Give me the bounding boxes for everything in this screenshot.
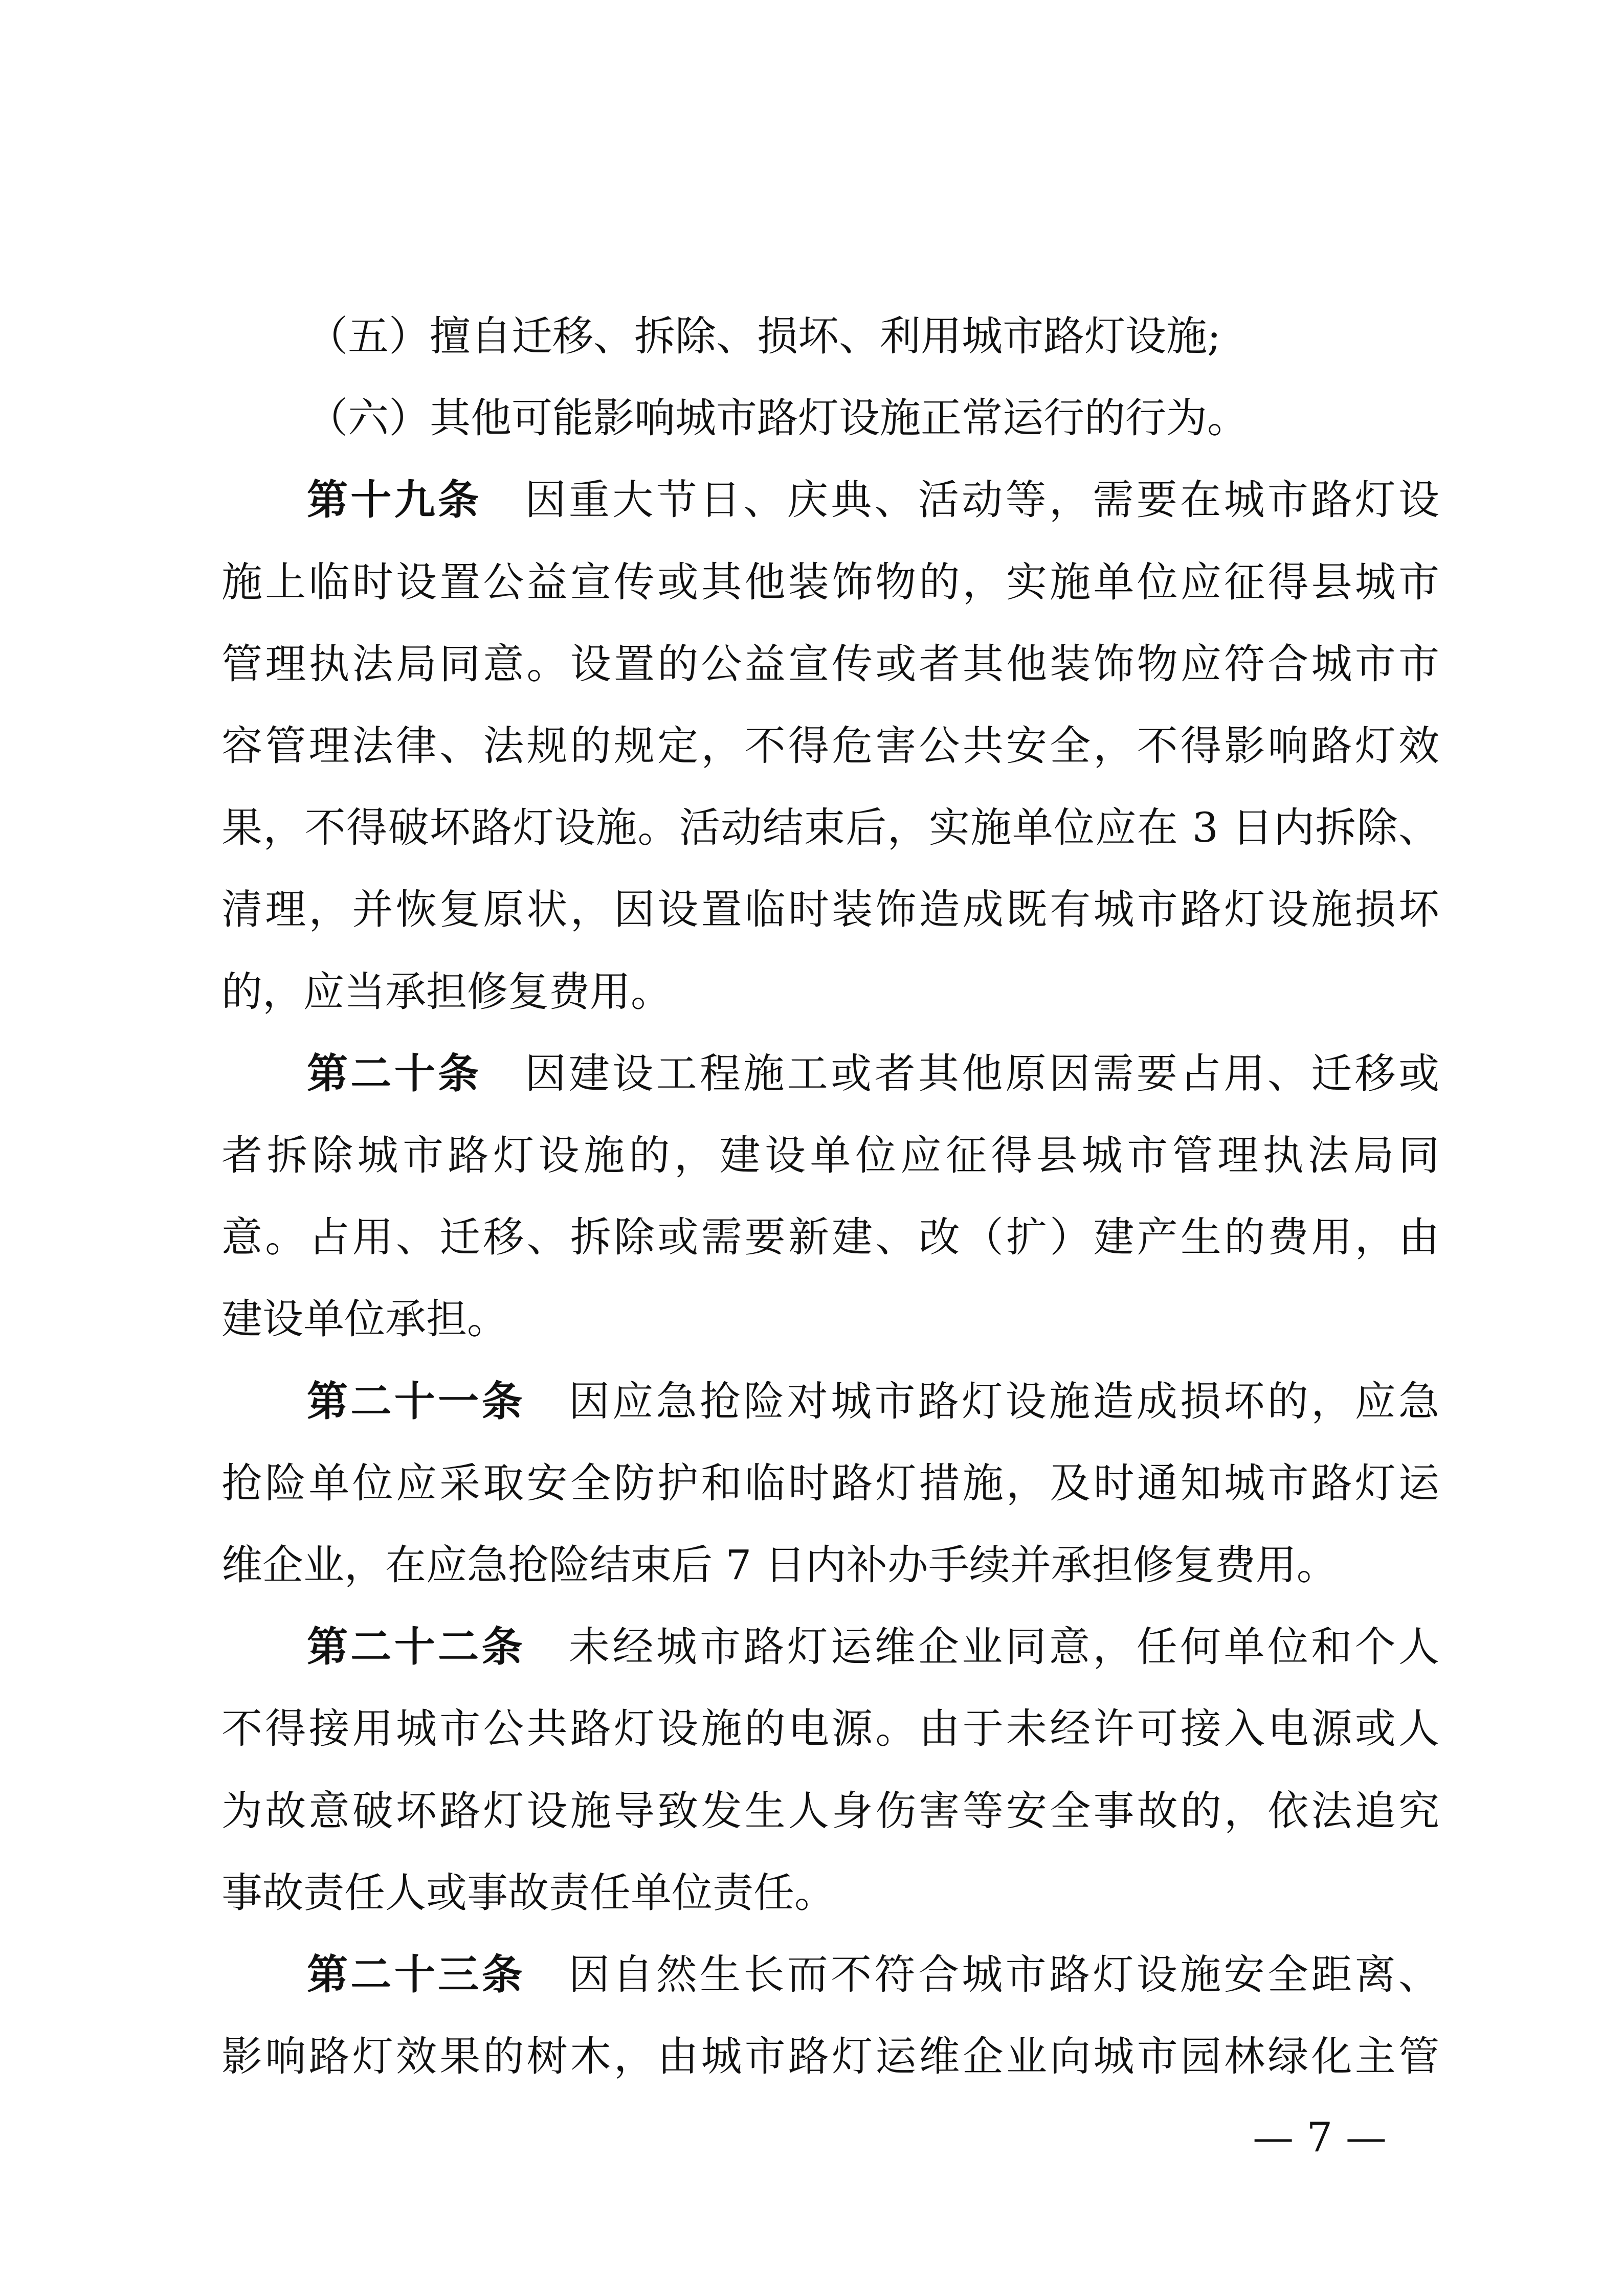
- article-heading: 第二十二条: [307, 1623, 525, 1671]
- article-heading: 第二十条: [307, 1049, 482, 1097]
- line-text: 因建设工程施工或者其他原因需要占用、迁移或: [525, 1049, 1439, 1097]
- text-line: [221, 787, 1439, 869]
- text-line: [221, 1115, 1439, 1197]
- text-line: [221, 1688, 1439, 1770]
- line-text: 意。占用、迁移、拆除或需要新建、改（扩）建产生的费用，由: [221, 1213, 1439, 1262]
- text-line: [221, 951, 1439, 1033]
- text-line: [221, 1197, 1439, 1278]
- line-text: 因应急抢险对城市路灯设施造成损坏的，应急: [568, 1377, 1439, 1425]
- line-text: 的，应当承担修复费用。: [221, 967, 672, 1016]
- article-heading: 第十九条: [307, 476, 482, 524]
- text-line: [221, 869, 1439, 951]
- text-line: [221, 1443, 1439, 1524]
- line-text: 者拆除城市路灯设施的，建设单位应征得县城市管理执法局同: [221, 1132, 1439, 1179]
- text-line: [221, 542, 1439, 623]
- line-text: 因自然生长而不符合城市路灯设施安全距离、: [568, 1951, 1439, 1998]
- text-line: [221, 1524, 1439, 1606]
- text-line: [221, 623, 1439, 705]
- line-text: 管理执法局同意。设置的公益宣传或者其他装饰物应符合城市市: [221, 640, 1439, 688]
- line-text: 不得接用城市公共路灯设施的电源。由于未经许可接入电源或人: [221, 1705, 1439, 1753]
- text-line: [307, 377, 1439, 459]
- line-text: （五）擅自迁移、拆除、损坏、利用城市路灯设施;: [307, 312, 1221, 360]
- line-text: 维企业，在应急抢险结束后 7 日内补办手续并承担修复费用。: [221, 1541, 1338, 1589]
- line-text: 施上临时设置公益宣传或其他装饰物的，实施单位应征得县城市: [221, 558, 1439, 606]
- line-text: 抢险单位应采取安全防护和临时路灯措施，及时通知城市路灯运: [221, 1459, 1439, 1507]
- text-line: [221, 2016, 1439, 2098]
- text-line: [307, 459, 1439, 541]
- text-line: [307, 1934, 1439, 2016]
- text-line: [221, 1852, 1439, 1934]
- article-heading: 第二十三条: [307, 1951, 525, 1998]
- text-line: [221, 1278, 1439, 1360]
- line-text: 为故意破坏路灯设施导致发生人身伤害等安全事故的，依法追究: [221, 1787, 1439, 1835]
- line-text: 容管理法律、法规的规定，不得危害公共安全，不得影响路灯效: [221, 722, 1439, 770]
- line-text: 影响路灯效果的树木，由城市路灯运维企业向城市园林绿化主管: [221, 2033, 1439, 2081]
- line-text: 果，不得破坏路灯设施。活动结束后，实施单位应在 3 日内拆除、: [221, 804, 1439, 852]
- text-line: [307, 296, 1439, 377]
- text-line: [221, 1770, 1439, 1852]
- line-text: 清理，并恢复原状，因设置临时装饰造成既有城市路灯设施损坏: [221, 886, 1439, 934]
- line-text: 未经城市路灯运维企业同意，任何单位和个人: [568, 1623, 1439, 1671]
- line-text: （六）其他可能影响城市路灯设施正常运行的行为。: [307, 394, 1248, 442]
- line-text: 因重大节日、庆典、活动等，需要在城市路灯设: [525, 476, 1439, 524]
- text-line: [307, 1361, 1439, 1443]
- page-number: — 7 —: [1253, 2113, 1387, 2161]
- text-line: [307, 1033, 1439, 1115]
- text-line: [221, 705, 1439, 787]
- text-line: [307, 1606, 1439, 1688]
- line-text: 建设单位承担。: [221, 1295, 508, 1343]
- article-heading: 第二十一条: [307, 1377, 525, 1425]
- line-text: 事故责任人或事故责任单位责任。: [221, 1869, 835, 1917]
